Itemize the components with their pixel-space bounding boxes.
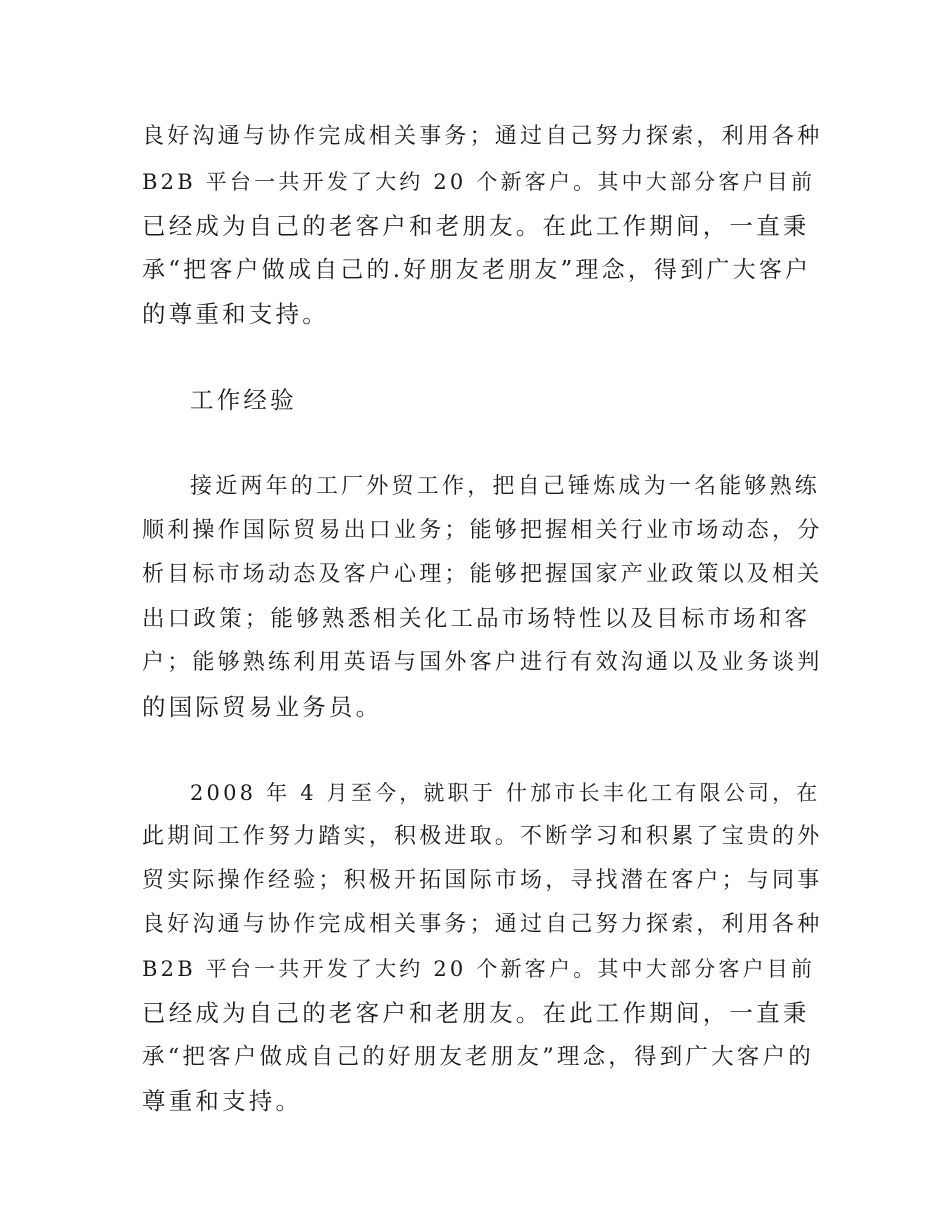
paragraph-line: B2B 平台一共开发了大约 20 个新客户。其中大部分客户目前 bbox=[142, 957, 816, 981]
paragraph-line: B2B 平台一共开发了大约 20 个新客户。其中大部分客户目前 bbox=[142, 170, 816, 194]
paragraph-line: 顺利操作国际贸易出口业务；能够把握相关行业市场动态，分 bbox=[142, 518, 823, 543]
paragraph-line: 析目标市场动态及客户心理；能够把握国家产业政策以及相关 bbox=[142, 562, 823, 587]
paragraph-line: 的国际贸易业务员。 bbox=[142, 693, 383, 721]
section-heading: 工作经验 bbox=[190, 386, 297, 414]
paragraph-line: 的尊重和支持。 bbox=[142, 300, 329, 328]
paragraph-line: 已经成为自己的老客户和老朋友。在此工作期间，一直秉 bbox=[142, 999, 810, 1027]
paragraph-line: 良好沟通与协作完成相关事务；通过自己努力探索，利用各种 bbox=[142, 124, 823, 149]
paragraph-line: 此期间工作努力踏实，积极进取。不断学习和积累了宝贵的外 bbox=[142, 824, 823, 849]
paragraph-line: 户；能够熟练利用英语与国外客户进行有效沟通以及业务谈判 bbox=[142, 650, 823, 675]
paragraph-line: 出口政策；能够熟悉相关化工品市场特性以及目标市场和客 bbox=[142, 606, 811, 632]
paragraph-line: 承“把客户做成自己的.好朋友老朋友”理念，得到广大客户 bbox=[142, 257, 812, 283]
paragraph-line: 已经成为自己的老客户和老朋友。在此工作期间，一直秉 bbox=[142, 212, 810, 240]
paragraph-line: 承“把客户做成自己的好朋友老朋友”理念，得到广大客户的 bbox=[142, 1044, 814, 1070]
paragraph-line: 尊重和支持。 bbox=[142, 1087, 303, 1115]
paragraph-line: 良好沟通与协作完成相关事务；通过自己努力探索，利用各种 bbox=[142, 912, 823, 937]
paragraph-line: 2008 年 4 月至今，就职于 什邡市长丰化工有限公司，在 bbox=[190, 781, 821, 805]
paragraph-line: 贸实际操作经验；积极开拓国际市场，寻找潜在客户；与同事 bbox=[142, 868, 823, 893]
paragraph-line: 接近两年的工厂外贸工作，把自己锤炼成为一名能够熟练 bbox=[190, 474, 821, 499]
